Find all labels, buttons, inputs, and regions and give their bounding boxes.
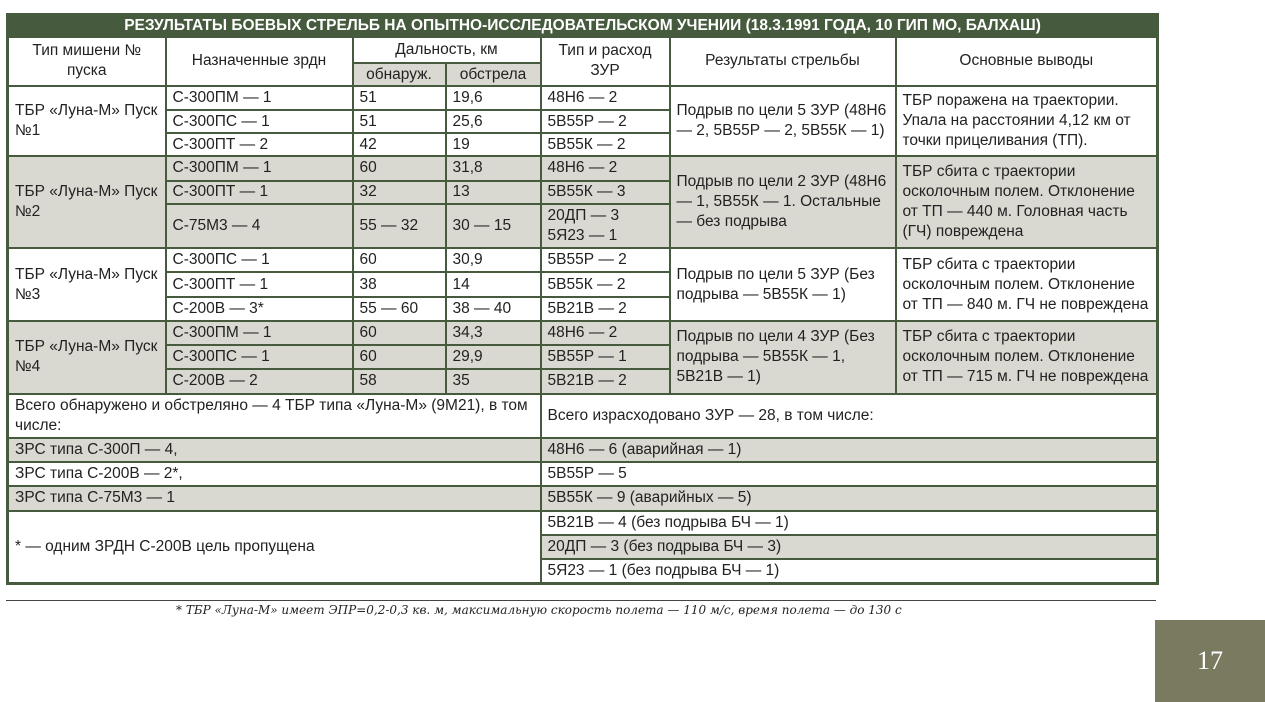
table-row	[8, 86, 1158, 110]
results-table	[6, 13, 1159, 585]
summary-right-item: 5Я23 — 1 (без подрыва БЧ — 1)	[541, 559, 1158, 583]
unit-cell: С-300ПС — 1	[166, 110, 353, 133]
header-missile: Тип и расход ЗУР	[541, 37, 670, 85]
detect-cell: 60	[353, 345, 446, 369]
fire-cell: 31,8	[446, 156, 541, 180]
header-target: Тип мишени № пуска	[8, 37, 166, 85]
missile-cell: 5В55Р — 1	[541, 345, 670, 369]
unit-cell: С-300ПМ — 1	[166, 86, 353, 110]
missile-line: 5Я23 — 1	[547, 226, 618, 244]
detect-cell: 51	[353, 110, 446, 133]
missile-cell: 5В55Р — 2	[541, 110, 670, 133]
header-fire: обстрела	[446, 63, 541, 85]
group-target: ТБР «Луна-М» Пуск №1	[8, 86, 166, 157]
detect-cell: 60	[353, 321, 446, 345]
table-row	[8, 486, 1158, 510]
unit-cell: С-300ПМ — 1	[166, 156, 353, 180]
unit-cell: С-300ПМ — 1	[166, 321, 353, 345]
detect-cell: 60	[353, 156, 446, 180]
unit-cell: С-75М3 — 4	[166, 204, 353, 248]
fire-cell: 38 — 40	[446, 297, 541, 321]
fire-cell: 25,6	[446, 110, 541, 133]
summary-right-item: 20ДП — 3 (без подрыва БЧ — 3)	[541, 535, 1158, 559]
fire-cell: 30 — 15	[446, 204, 541, 248]
group-result: Подрыв по цели 4 ЗУР (Без подрыва — 5В55К — 1, 5В21В — 1)	[670, 321, 896, 394]
summary-left-item: ЗРС типа С-75М3 — 1	[8, 486, 541, 510]
missile-cell: 48Н6 — 2	[541, 321, 670, 345]
footnote: * ТБР «Луна-М» имеет ЭПР=0,2-0,3 кв. м, максимальную скорость полета — 110 м/с, время полета — до 130 с	[176, 603, 902, 617]
fire-cell: 19	[446, 133, 541, 156]
header-range: Дальность, км	[353, 37, 541, 63]
table-title: РЕЗУЛЬТАТЫ БОЕВЫХ СТРЕЛЬБ НА ОПЫТНО-ИССЛЕДОВАТЕЛЬСКОМ УЧЕНИИ (18.3.1991 ГОДА, 10 ГИП МО, БАЛХАШ)	[8, 15, 1158, 38]
missile-line: 20ДП — 3	[547, 206, 620, 224]
table-row	[8, 156, 1158, 180]
summary-right-item: 5В55Р — 5	[541, 462, 1158, 486]
summary-note: * — одним ЗРДН С-200В цель пропущена	[8, 511, 541, 584]
missile-cell: 5В21В — 2	[541, 297, 670, 321]
summary-right-title: Всего израсходовано ЗУР — 28, в том числе:	[541, 394, 1158, 438]
missile-cell: 48Н6 — 2	[541, 86, 670, 110]
missile-cell: 48Н6 — 2	[541, 156, 670, 180]
fire-cell: 13	[446, 181, 541, 204]
table-row	[8, 511, 1158, 535]
table-row	[8, 248, 1158, 272]
missile-cell: 5В55К — 3	[541, 181, 670, 204]
summary-left-item: ЗРС типа С-200В — 2*,	[8, 462, 541, 486]
group-conclusion: ТБР поражена на траектории. Упала на расстоянии 4,12 км от точки прицеливания (ТП).	[896, 86, 1158, 157]
summary-right-item: 48Н6 — 6 (аварийная — 1)	[541, 438, 1158, 462]
missile-cell: 5В55К — 2	[541, 133, 670, 156]
unit-cell: С-300ПТ — 2	[166, 133, 353, 156]
unit-cell: С-200В — 2	[166, 369, 353, 393]
fire-cell: 30,9	[446, 248, 541, 272]
detect-cell: 38	[353, 272, 446, 296]
summary-right-item: 5В21В — 4 (без подрыва БЧ — 1)	[541, 511, 1158, 535]
header-results: Результаты стрельбы	[670, 37, 896, 85]
table-row	[8, 321, 1158, 345]
detect-cell: 60	[353, 248, 446, 272]
page-number: 17	[1155, 620, 1265, 702]
table-row	[8, 394, 1158, 438]
unit-cell: С-200В — 3*	[166, 297, 353, 321]
unit-cell: С-300ПТ — 1	[166, 272, 353, 296]
header-detect: обнаруж.	[353, 63, 446, 85]
detect-cell: 55 — 60	[353, 297, 446, 321]
group-result: Подрыв по цели 5 ЗУР (48Н6 — 2, 5В55Р — 2, 5В55К — 1)	[670, 86, 896, 157]
missile-cell	[541, 204, 670, 248]
fire-cell: 34,3	[446, 321, 541, 345]
missile-cell: 5В55Р — 2	[541, 248, 670, 272]
group-target: ТБР «Луна-М» Пуск №3	[8, 248, 166, 321]
unit-cell: С-300ПС — 1	[166, 248, 353, 272]
summary-left-title: Всего обнаружено и обстреляно — 4 ТБР типа «Луна-М» (9М21), в том числе:	[8, 394, 541, 438]
detect-cell: 55 — 32	[353, 204, 446, 248]
fire-cell: 35	[446, 369, 541, 393]
group-target: ТБР «Луна-М» Пуск №2	[8, 156, 166, 248]
footnote-divider	[6, 600, 1156, 601]
group-conclusion: ТБР сбита с траектории осколочным полем. Отклонение от ТП — 440 м. Головная часть (ГЧ) повреждена	[896, 156, 1158, 248]
detect-cell: 42	[353, 133, 446, 156]
table-row	[8, 462, 1158, 486]
header-units: Назначенные зрдн	[166, 37, 353, 85]
detect-cell: 58	[353, 369, 446, 393]
table-row	[8, 438, 1158, 462]
group-conclusion: ТБР сбита с траектории осколочным полем. Отклонение от ТП — 715 м. ГЧ не повреждена	[896, 321, 1158, 394]
summary-left-item: ЗРС типа С-300П — 4,	[8, 438, 541, 462]
group-conclusion: ТБР сбита с траектории осколочным полем. Отклонение от ТП — 840 м. ГЧ не повреждена	[896, 248, 1158, 321]
group-target: ТБР «Луна-М» Пуск №4	[8, 321, 166, 394]
unit-cell: С-300ПТ — 1	[166, 181, 353, 204]
missile-cell: 5В55К — 2	[541, 272, 670, 296]
group-result: Подрыв по цели 5 ЗУР (Без подрыва — 5В55К — 1)	[670, 248, 896, 321]
missile-cell: 5В21В — 2	[541, 369, 670, 393]
header-conclusions: Основные выводы	[896, 37, 1158, 85]
summary-right-item: 5В55К — 9 (аварийных — 5)	[541, 486, 1158, 510]
group-result: Подрыв по цели 2 ЗУР (48Н6 — 1, 5В55К — 1. Остальные — без подрыва	[670, 156, 896, 248]
fire-cell: 29,9	[446, 345, 541, 369]
detect-cell: 32	[353, 181, 446, 204]
unit-cell: С-300ПС — 1	[166, 345, 353, 369]
fire-cell: 14	[446, 272, 541, 296]
fire-cell: 19,6	[446, 86, 541, 110]
detect-cell: 51	[353, 86, 446, 110]
